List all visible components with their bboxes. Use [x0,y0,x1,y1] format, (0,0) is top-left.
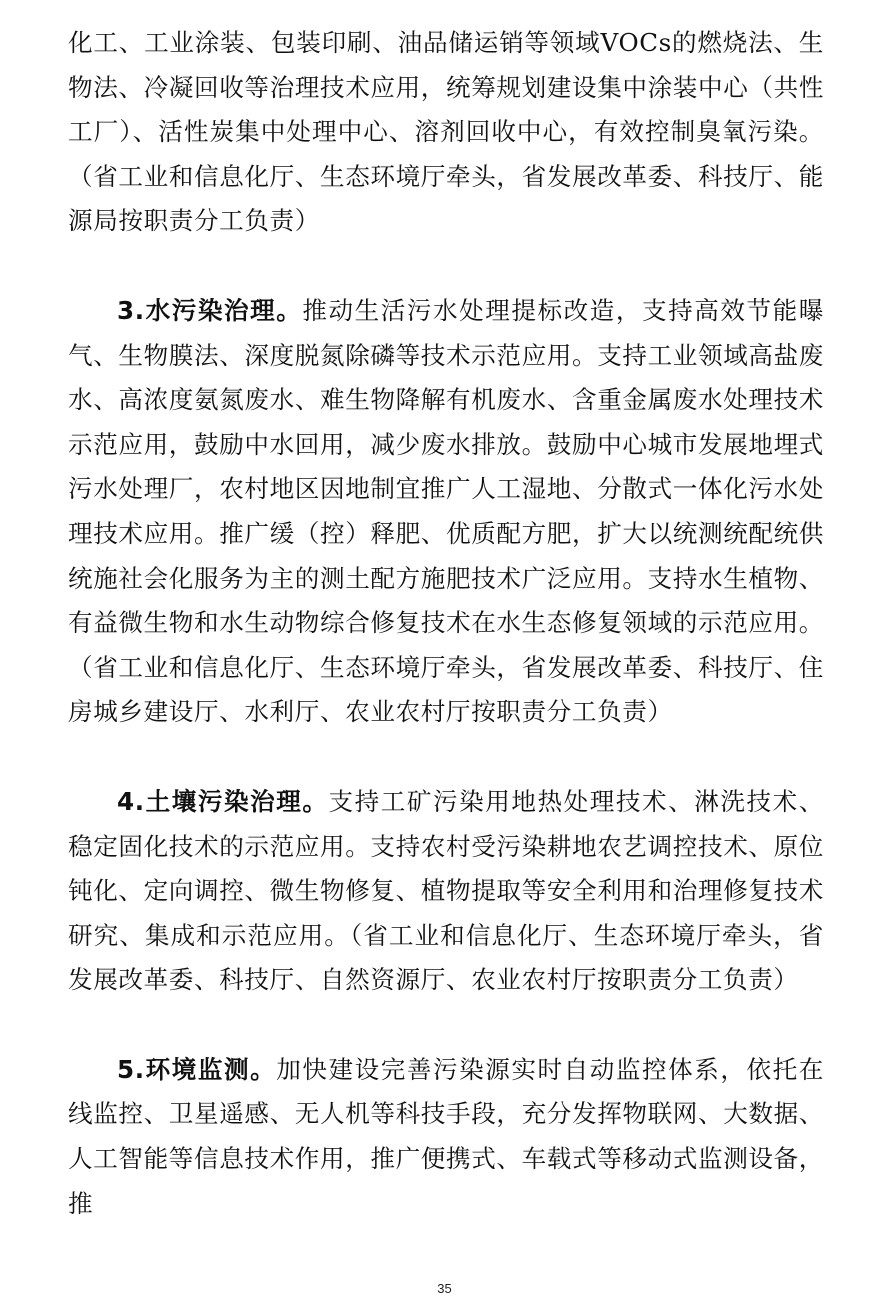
document-body [68,21,824,1226]
paragraph-text: 推动生活污水处理提标改造，支持高效节能曝气、生物膜法、深度脱氮除磷等技术示范应用。支持工业领域高盐废水、高浓度氨氮废水、难生物降解有机废水、含重金属废水处理技术示范应用，鼓励中水回用，减少废水排放。鼓励中心城市发展地埋式污水处理厂，农村地区因地制宜推广人工湿地、分散式一体化污水处理技术应用。推广缓（控）释肥、优质配方肥，扩大以统测统配统供统施社会化服务为主的测土配方施肥技术广泛应用。支持水生植物、有益微生物和水生动物综合修复技术在水生态修复领域的示范应用。（省工业和信息化厅、生态环境厅牵头，省发展改革委、科技厅、住房城乡建设厅、水利厅、农业农村厅按职责分工负责） [68,295,824,727]
paragraph-text: 加快建设完善污染源实时自动监控体系，依托在线监控、卫星遥感、无人机等科技手段，充分发挥物联网、大数据、人工智能等信息技术作用，推广便携式、车载式等移动式监测设备，推 [68,1054,824,1218]
paragraph-gap [68,735,824,780]
section-heading-water-pollution: 3.水污染治理。 [117,295,303,325]
paragraph-text: 化工、工业涂装、包装印刷、油品储运销等领域VOCs的燃烧法、生物法、冷凝回收等治理技术应用，统筹规划建设集中涂装中心（共性工厂）、活性炭集中处理中心、溶剂回收中心，有效控制臭氧污染。（省工业和信息化厅、生态环境厅牵头，省发展改革委、科技厅、能源局按职责分工负责） [68,28,824,236]
paragraph-gap [68,1003,824,1048]
paragraph-soil-pollution [68,780,824,1003]
section-heading-environment-monitoring: 5.环境监测。 [117,1054,277,1084]
paragraph-voc-continuation [68,21,824,244]
paragraph-environment-monitoring [68,1048,824,1226]
paragraph-text: 支持工矿污染用地热处理技术、淋洗技术、稳定固化技术的示范应用。支持农村受污染耕地农艺调控技术、原位钝化、定向调控、微生物修复、植物提取等安全利用和治理修复技术研究、集成和示范应用。（省工业和信息化厅、生态环境厅牵头，省发展改革委、科技厅、自然资源厅、农业农村厅按职责分工负责） [68,786,825,995]
page-number: 35 [437,1281,452,1296]
paragraph-water-pollution [68,289,824,735]
paragraph-gap [68,244,824,289]
section-heading-soil-pollution: 4.土壤污染治理。 [117,786,329,816]
